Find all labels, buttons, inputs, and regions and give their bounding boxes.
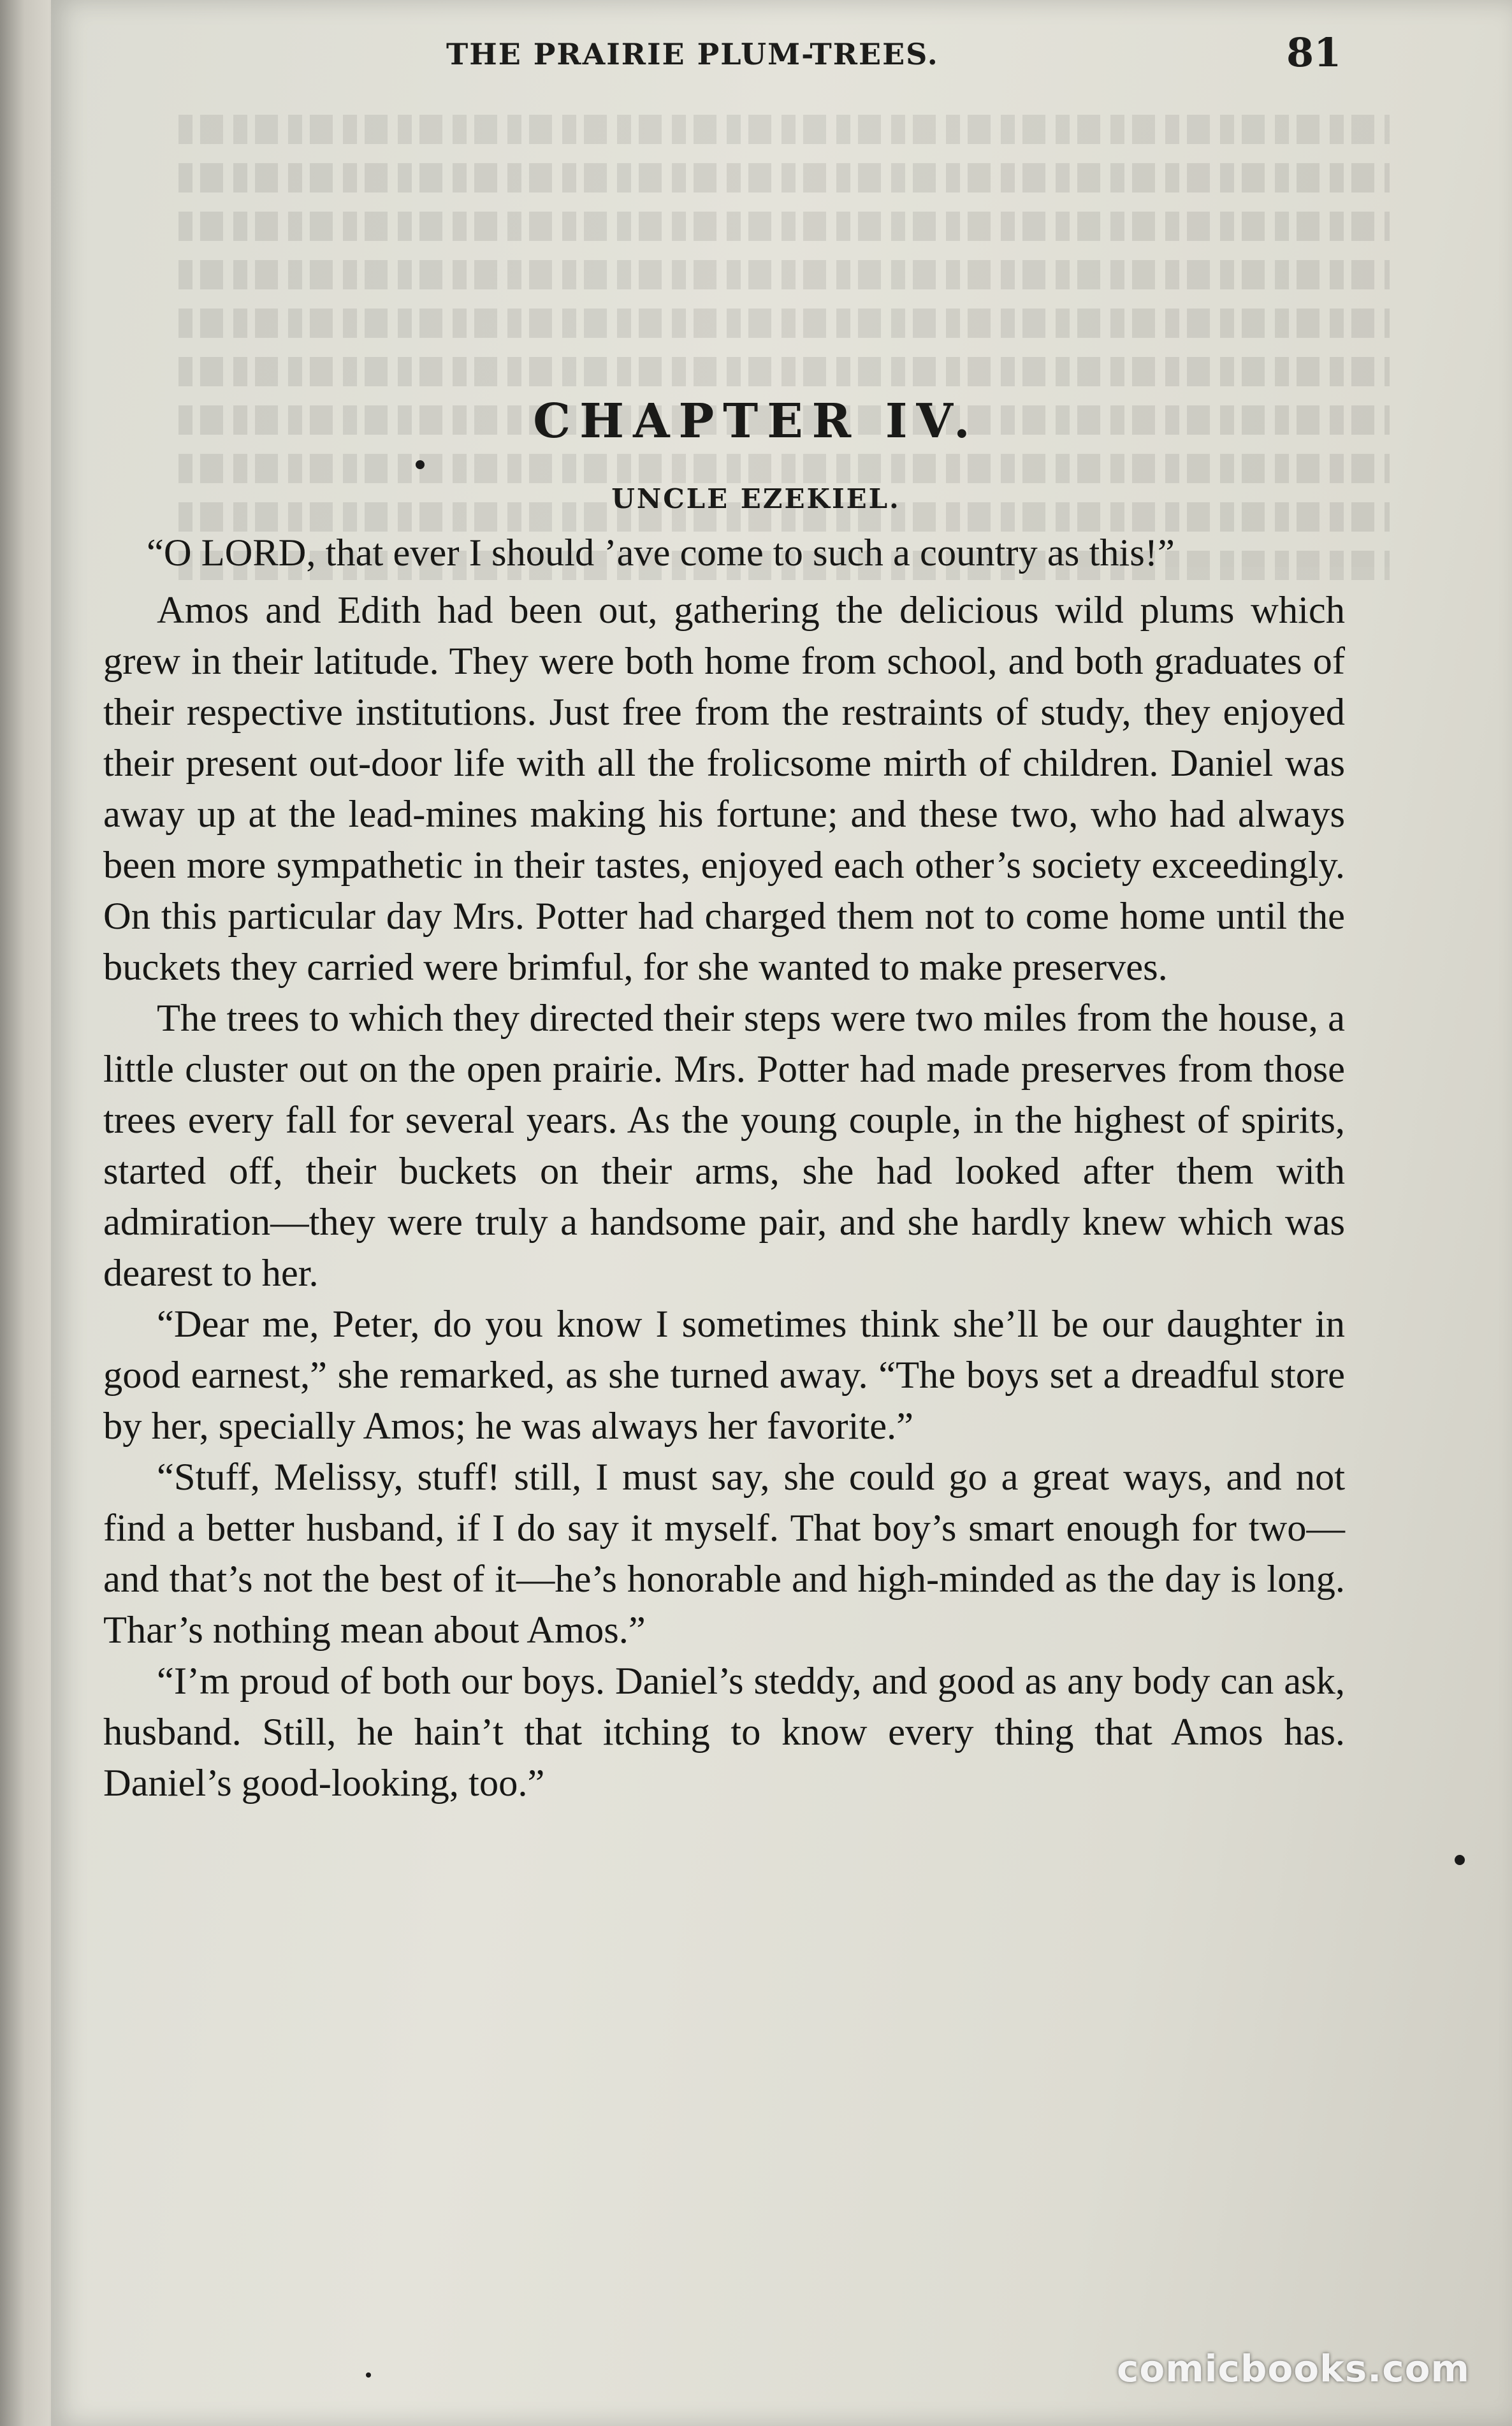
paragraph-6: “I’m proud of both our boys. Daniel’s steddy, and good as any body can ask, husband. Still, he hain’t that itching to know every thing that Amos has. Daniel’s good-looking, too.”: [103, 1660, 1345, 1805]
chapter-subtitle: UNCLE EZEKIEL.: [611, 483, 901, 514]
paragraph-5: “Stuff, Melissy, stuff! still, I must say, she could go a great ways, and not find a better husband, if I do say it myself. That boy’s smart enough for two—and that’s not the best of it—he’s honorable and high-minded as the day is long. Thar’s nothing mean about Amos.”: [103, 1456, 1345, 1652]
paragraph-2: Amos and Edith had been out, gathering the delicious wild plums which grew in their latitude. They were both home from school, and both graduates of their respective institutions. Just free from the restraints of study, they enjoyed their present out-door life with all the frolicsome mirth of children. Daniel was away up at the lead-mines making his fortune; and these two, who had always been more sympathetic in their tastes, enjoyed each other’s society exceedingly. On this particular day Mrs. Potter had charged them not to come home until the buckets they carried were brimful, for she wanted to make preserves.: [103, 589, 1345, 989]
watermark: comicbooks.com: [1117, 2347, 1470, 2390]
paragraph-3: The trees to which they directed their steps were two miles from the house, a little cluster out on the open prairie. Mrs. Potter had made preserves from those trees every fall for several years. As the young couple, in the highest of spirits, started off, their buckets on their arms, she had looked after them with admiration—they were truly a handsome pair, and she hardly knew which was dearest to her.: [103, 997, 1345, 1295]
ink-speck: [1455, 1855, 1465, 1865]
chapter-title: CHAPTER IV.: [533, 394, 979, 449]
paragraph-4: “Dear me, Peter, do you know I sometimes think she’ll be our daughter in good earnest,” she remarked, as she turned away. “The boys set a dreadful store by her, specially Amos; he was always her favorite.”: [103, 1303, 1345, 1448]
ink-speck: [366, 2372, 371, 2378]
page-number: 81: [1286, 29, 1342, 76]
paragraph-1: “O LORD, that ever I should ’ave come to such a country as this!”: [147, 532, 1175, 574]
body-text: [103, 528, 1345, 1809]
ink-speck: [416, 460, 425, 469]
running-head: THE PRAIRIE PLUM-TREES.: [446, 37, 939, 71]
